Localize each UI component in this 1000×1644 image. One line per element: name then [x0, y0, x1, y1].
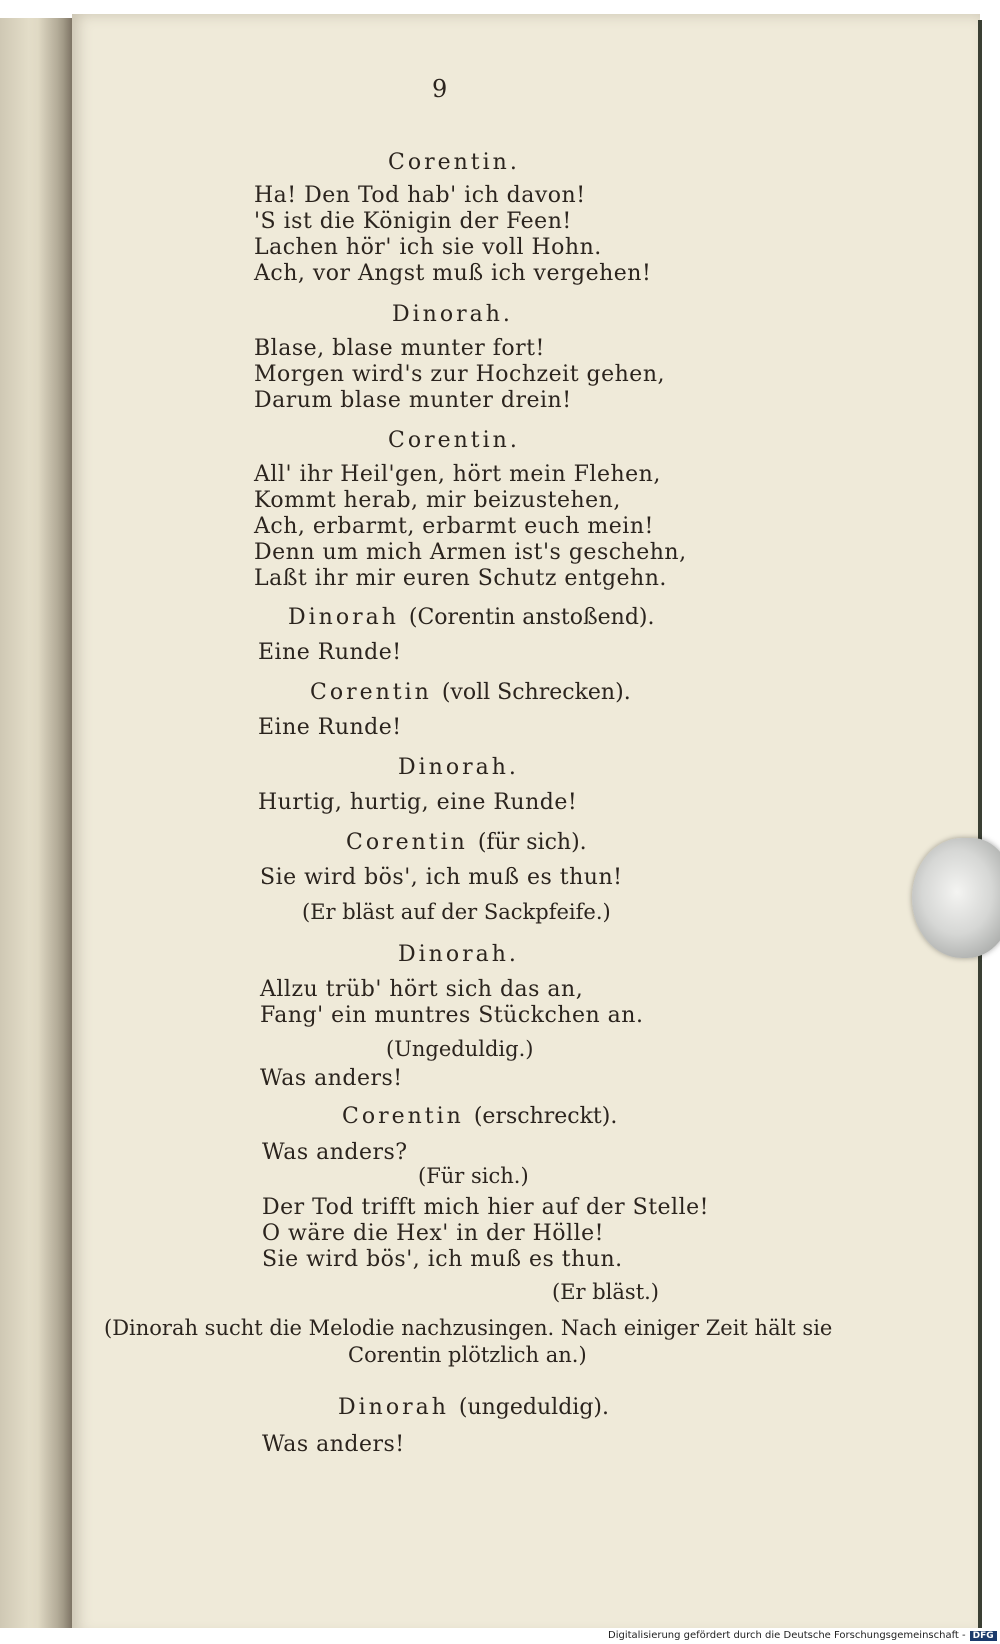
verse-line: All' ihr Heil'gen, hört mein Flehen,	[254, 462, 661, 487]
stage-direction: (Er bläst auf der Sackpfeife.)	[302, 900, 611, 924]
speaker-heading	[288, 605, 655, 630]
verse-line: Eine Runde!	[258, 715, 402, 740]
dfg-logo: DFG	[970, 1631, 997, 1641]
scan-border-top	[0, 0, 1000, 14]
verse-line: Allzu trüb' hört sich das an,	[260, 977, 584, 1002]
scan-border-right	[982, 0, 1000, 1644]
verse-line: Eine Runde!	[258, 640, 402, 665]
stage-direction: (Für sich.)	[418, 1164, 529, 1188]
verse-line: Denn um mich Armen ist's geschehn,	[254, 540, 687, 565]
digitization-credit	[608, 1630, 997, 1641]
speaker-name: Dinorah	[338, 1395, 449, 1420]
speaker-name: Corentin	[346, 830, 468, 855]
stage-direction: (Ungeduldig.)	[386, 1037, 534, 1061]
verse-line: Kommt herab, mir beizustehen,	[254, 488, 621, 513]
speaker-note: (erschreckt).	[473, 1104, 618, 1129]
speaker-heading	[342, 1104, 617, 1129]
book-gutter	[38, 18, 74, 1636]
verse-line: Sie wird bös', ich muß es thun.	[262, 1247, 623, 1272]
speaker-name: Dinorah.	[398, 755, 519, 780]
verse-line: Was anders!	[262, 1432, 405, 1457]
speaker-heading	[310, 680, 631, 705]
verse-line: Ha! Den Tod hab' ich davon!	[254, 183, 586, 208]
page-number: 9	[432, 75, 448, 103]
verse-line: Darum blase munter drein!	[254, 388, 572, 413]
stage-direction: (Dinorah sucht die Melodie nachzusingen. Nach einiger Zeit hält sie	[104, 1316, 833, 1340]
verse-line: Hurtig, hurtig, eine Runde!	[258, 790, 578, 815]
speaker-note: (Corentin anstoßend).	[408, 605, 655, 630]
speaker-name: Corentin	[310, 680, 432, 705]
verse-line: Sie wird bös', ich muß es thun!	[260, 865, 623, 890]
verse-line: Laßt ihr mir euren Schutz entgehn.	[254, 566, 667, 591]
speaker-name: Dinorah.	[392, 302, 513, 327]
verse-line: O wäre die Hex' in der Hölle!	[262, 1221, 604, 1246]
speaker-note: (ungeduldig).	[458, 1395, 609, 1420]
stage-direction: Corentin plötzlich an.)	[348, 1343, 587, 1367]
speaker-name: Corentin	[342, 1104, 464, 1129]
speaker-name: Corentin.	[388, 428, 520, 453]
verse-line: Was anders!	[260, 1066, 403, 1091]
verse-line: Lachen hör' ich sie voll Hohn.	[254, 235, 602, 260]
speaker-heading	[346, 830, 587, 855]
speaker-name: Dinorah	[288, 605, 399, 630]
verse-line: Was anders?	[262, 1140, 408, 1165]
credit-text: Digitalisierung gefördert durch die Deutsche Forschungsgemeinschaft -	[608, 1630, 966, 1641]
speaker-note: (voll Schrecken).	[441, 680, 631, 705]
stage-direction: (Er bläst.)	[552, 1280, 659, 1304]
speaker-name: Dinorah.	[398, 942, 519, 967]
verse-line: Morgen wird's zur Hochzeit gehen,	[254, 362, 665, 387]
speaker-note: (für sich).	[477, 830, 587, 855]
verse-line: Blase, blase munter fort!	[254, 336, 545, 361]
verse-line: Der Tod trifft mich hier auf der Stelle!	[262, 1195, 709, 1220]
verse-line: Ach, erbarmt, erbarmt euch mein!	[254, 514, 654, 539]
speaker-heading	[338, 1395, 609, 1420]
verse-line: Ach, vor Angst muß ich vergehen!	[254, 261, 652, 286]
verse-line: 'S ist die Königin der Feen!	[254, 209, 572, 234]
verse-line: Fang' ein muntres Stückchen an.	[260, 1003, 644, 1028]
speaker-name: Corentin.	[388, 150, 520, 175]
